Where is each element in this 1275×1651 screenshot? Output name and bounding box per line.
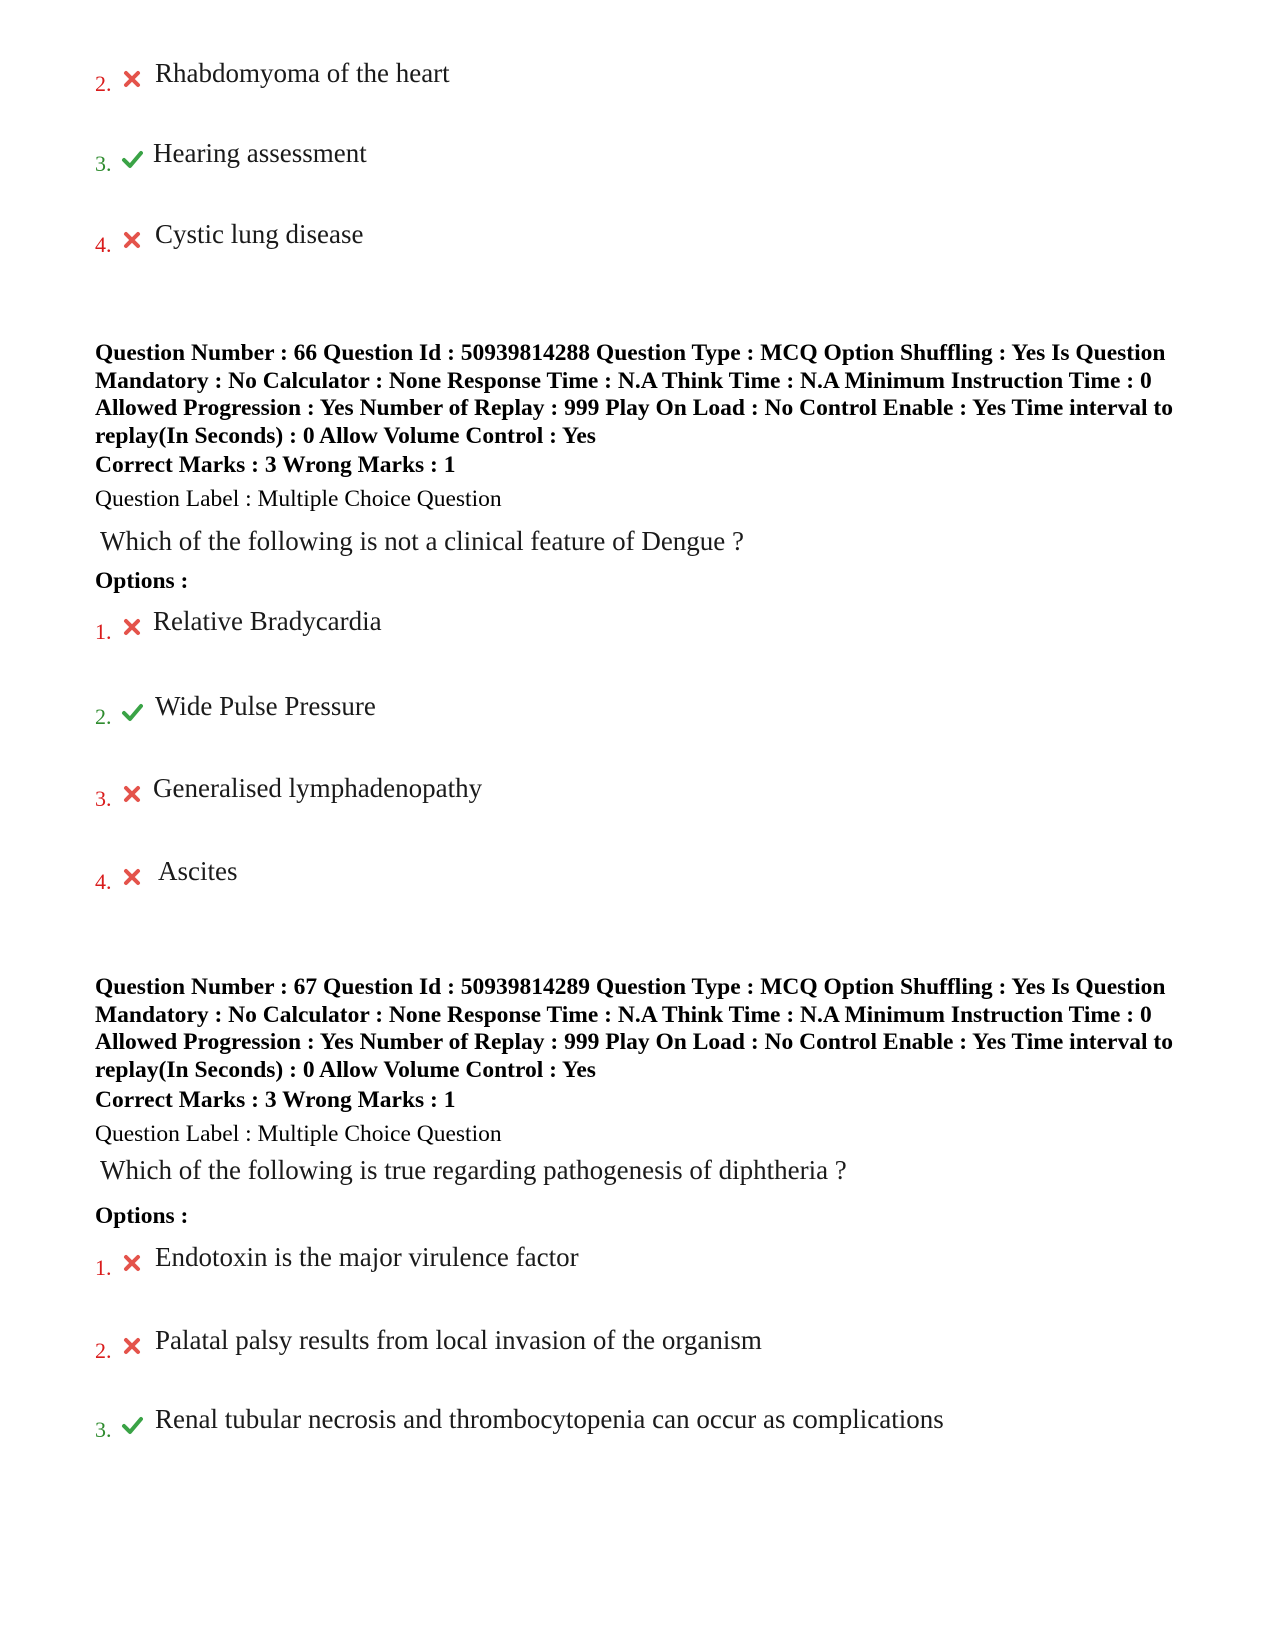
q67-option-3: [95, 1404, 1195, 1444]
q66-option-2: [95, 691, 1195, 731]
option-text: Relative Bradycardia: [153, 606, 382, 636]
check-icon: [121, 701, 143, 723]
option-text: Rhabdomyoma of the heart: [155, 58, 450, 88]
cross-icon: [121, 229, 143, 251]
question-67-header: Question Number : 67 Question Id : 50939814289 Question Type : MCQ Option Shuffling : Yes Is Question Mandatory : No Calculator : None Response Time : N.A Think Time : N.A Minimum Instruction Time : 0 Allowed Progression : Yes Number of Replay : 999 Play On Load : No Control Enable : Yes Time interval to replay(In Seconds) : 0 Allow Volume Control : Yes: [95, 974, 1173, 1083]
question-67-text: Which of the following is true regarding pathogenesis of diphtheria ?: [100, 1155, 847, 1185]
option-number: 2.: [95, 71, 112, 96]
question-66-marks: Correct Marks : 3 Wrong Marks : 1: [95, 452, 456, 478]
question-66-header: Question Number : 66 Question Id : 50939814288 Question Type : MCQ Option Shuffling : Yes Is Question Mandatory : No Calculator : None Response Time : N.A Think Time : N.A Minimum Instruction Time : 0 Allowed Progression : Yes Number of Replay : 999 Play On Load : No Control Enable : Yes Time interval to replay(In Seconds) : 0 Allow Volume Control : Yes: [95, 340, 1173, 449]
cross-icon: [121, 68, 143, 90]
question-66-options-label: Options :: [95, 568, 189, 594]
question-66-text: Which of the following is not a clinical feature of Dengue ?: [100, 526, 745, 556]
question-67-options-label: Options :: [95, 1203, 189, 1229]
question-66-label: Question Label : Multiple Choice Question: [95, 486, 502, 512]
prev-option-3: [95, 138, 1195, 178]
option-number: 3.: [95, 1417, 112, 1442]
option-text: Palatal palsy results from local invasion of the organism: [155, 1325, 762, 1355]
option-number: 4.: [95, 869, 112, 894]
option-number: 3.: [95, 151, 112, 176]
option-text: Renal tubular necrosis and thrombocytopenia can occur as complications: [155, 1404, 944, 1434]
q66-option-4: [95, 856, 1195, 896]
option-text: Ascites: [158, 856, 238, 886]
prev-option-4: [95, 219, 1195, 259]
check-icon: [121, 148, 143, 170]
option-text: Hearing assessment: [153, 138, 367, 168]
option-number: 4.: [95, 232, 112, 257]
cross-icon: [121, 1335, 143, 1357]
option-number: 2.: [95, 1338, 112, 1363]
question-67-marks: Correct Marks : 3 Wrong Marks : 1: [95, 1087, 456, 1113]
option-number: 1.: [95, 619, 112, 644]
prev-option-2: [95, 58, 1195, 98]
option-number: 1.: [95, 1255, 112, 1280]
q67-option-1: [95, 1242, 1195, 1282]
option-number: 2.: [95, 704, 112, 729]
question-67-label: Question Label : Multiple Choice Question: [95, 1121, 502, 1147]
cross-icon: [121, 783, 143, 805]
option-text: Wide Pulse Pressure: [155, 691, 376, 721]
cross-icon: [121, 616, 143, 638]
q66-option-1: [95, 606, 1195, 646]
check-icon: [121, 1414, 143, 1436]
cross-icon: [121, 1252, 143, 1274]
cross-icon: [121, 866, 143, 888]
option-text: Cystic lung disease: [155, 219, 364, 249]
option-text: Generalised lymphadenopathy: [153, 773, 483, 803]
q66-option-3: [95, 773, 1195, 813]
option-text: Endotoxin is the major virulence factor: [155, 1242, 579, 1272]
q67-option-2: [95, 1325, 1195, 1365]
option-number: 3.: [95, 786, 112, 811]
